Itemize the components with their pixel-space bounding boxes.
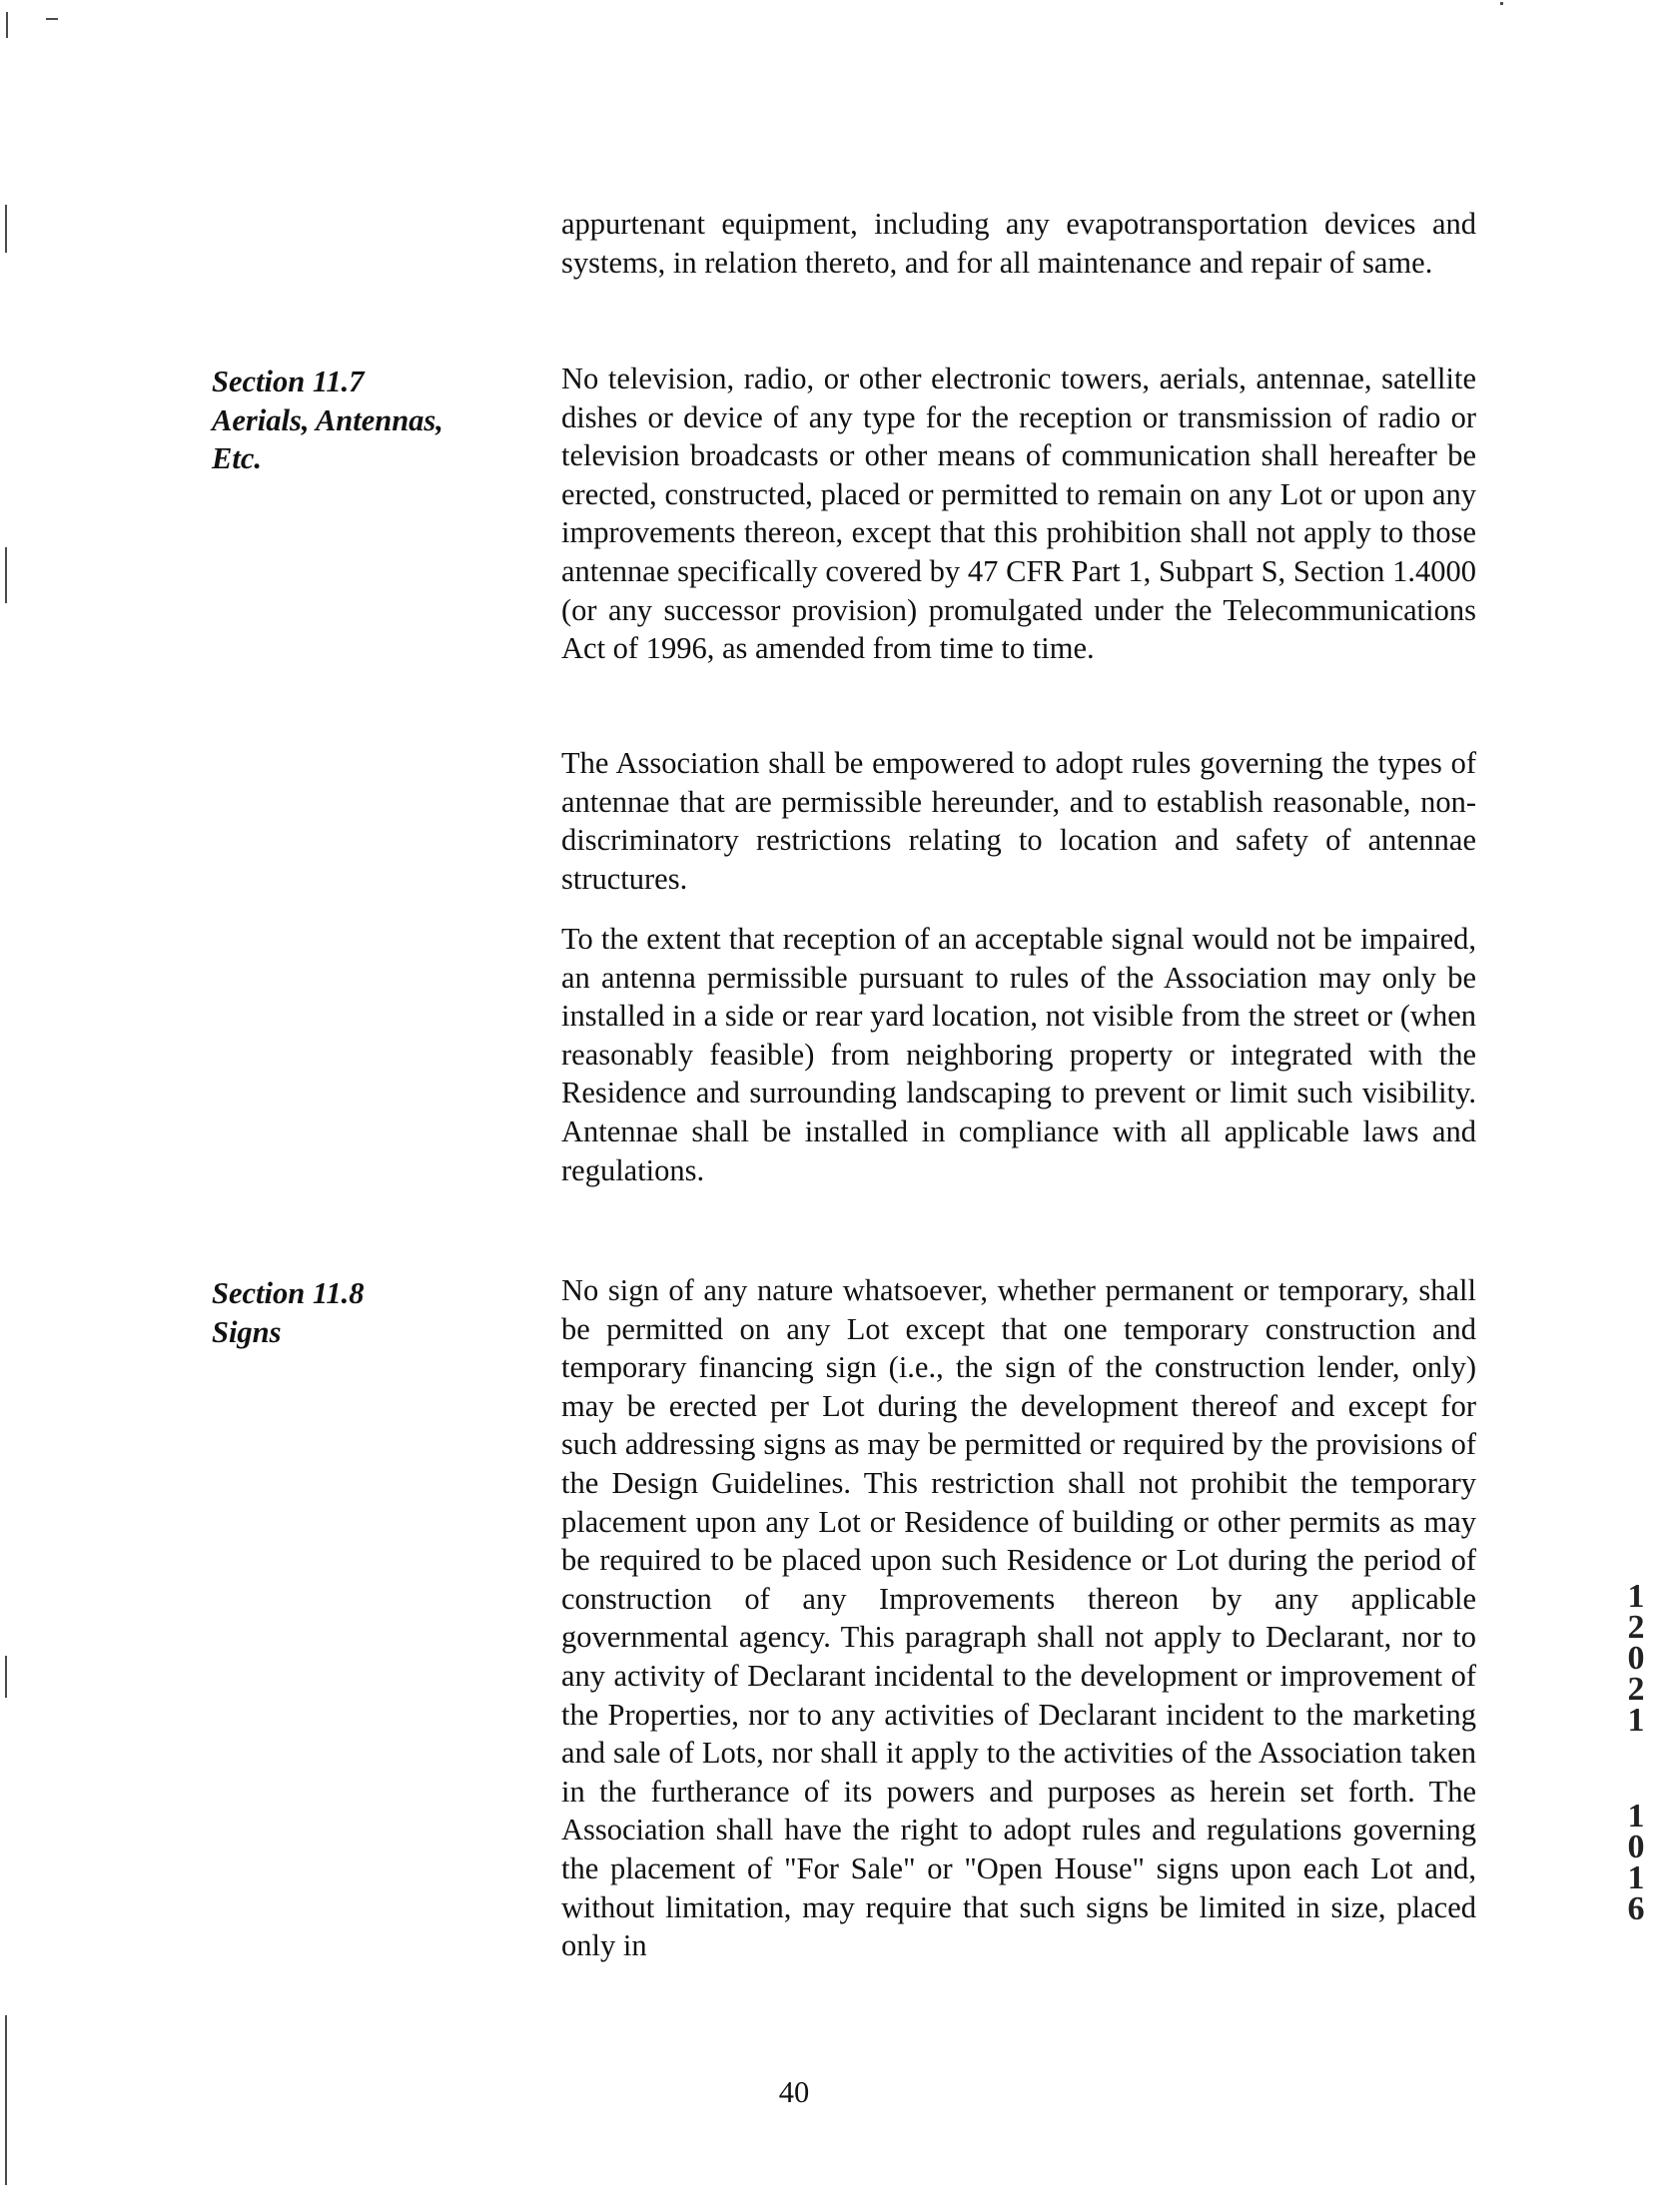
stamp-digit: 2 bbox=[1627, 1671, 1645, 1708]
section-title-line: Signs bbox=[212, 1314, 282, 1349]
section-title-line: Aerials, Antennas, bbox=[212, 402, 443, 437]
scan-artifact bbox=[5, 1656, 7, 1698]
continuation-text: appurtenant equipment, including any evapotransportation devices and systems, in relation thereto, and for all maintenance and repair of same. bbox=[561, 207, 1476, 280]
stamp-digit: 6 bbox=[1627, 1890, 1645, 1927]
scan-artifact bbox=[5, 547, 7, 603]
section-paragraph: No television, radio, or other electronic towers, aerials, antennae, satellite dishes or device of any type for the reception or transmission of radio or television broadcasts or other means of communication shall hereafter be erected, constructed, placed or permitted to remain on any Lot or upon any improvements thereon, except that this prohibition shall not apply to those antennae specifically covered by 47 CFR Part 1, Subpart S, Section 1.4000 (or any successor provision) promulgated under the Telecommunications Act of 1996, as amended from time to time. bbox=[561, 362, 1476, 666]
section-paragraph: No sign of any nature whatsoever, whether permanent or temporary, shall be permitted on any Lot except that one temporary construction and temporary financing sign (i.e., the sign of the construction lender, only) may be erected per Lot during the development thereof and except for such addressing signs as may be permitted or required by the provisions of the Design Guidelines. This restriction shall not prohibit the temporary placement upon any Lot or Residence of building or other permits as may be required to be placed upon such Residence or Lot during the period of construction of any Improvements thereon by any applicable governmental agency. This paragraph shall not apply to Declarant, nor to any activity of Declarant incidental to the development or improvement of the Properties, nor to any activities of Declarant incident to the marketing and sale of Lots, nor shall it apply to the activities of the Association taken in the furtherance of its powers and purposes as herein set forth. The Association shall have the right to adopt rules and regulations governing the placement of "For Sale" or "Open House" signs upon each Lot and, without limitation, may require that such signs be limited in size, placed only in bbox=[561, 1273, 1476, 1963]
section-11-8-paragraph-1 bbox=[561, 1271, 1476, 1965]
scan-artifact bbox=[5, 205, 7, 253]
section-11-7-paragraph-2 bbox=[561, 744, 1476, 898]
stamp-digit: 1 bbox=[1627, 1702, 1645, 1739]
stamp-digit: 1 bbox=[1627, 1578, 1645, 1615]
stamp-digit: 0 bbox=[1627, 1640, 1645, 1677]
section-11-8-heading bbox=[212, 1274, 511, 1351]
stamp-digit: 1 bbox=[1627, 1798, 1645, 1835]
recording-number-stamp-upper bbox=[1620, 1578, 1652, 1739]
scan-artifact bbox=[46, 18, 58, 20]
section-11-7-paragraph-3 bbox=[561, 920, 1476, 1189]
section-paragraph: To the extent that reception of an acceptable signal would not be impaired, an antenna permissible pursuant to rules of the Association may only be installed in a side or rear yard location, not visible from the street or (when reasonably feasible) from neighboring property or integrated with the Residence and surrounding landscaping to prevent or limit such visibility. Antennae shall be installed in compliance with all applicable laws and regulations. bbox=[561, 922, 1476, 1187]
stamp-digit: 0 bbox=[1627, 1829, 1645, 1865]
stamp-digit: 1 bbox=[1627, 1859, 1645, 1896]
recording-number-stamp-lower bbox=[1620, 1798, 1652, 1927]
section-11-7-heading bbox=[212, 363, 511, 478]
section-title-line: Etc. bbox=[212, 441, 262, 476]
page-number: 40 bbox=[778, 2075, 810, 2109]
stamp-digit: 2 bbox=[1627, 1609, 1645, 1646]
scan-artifact bbox=[1500, 2, 1503, 5]
continuation-paragraph bbox=[561, 205, 1476, 282]
scan-artifact bbox=[6, 12, 8, 38]
section-11-7-paragraph-1 bbox=[561, 360, 1476, 668]
section-number: Section 11.7 bbox=[212, 365, 365, 398]
section-number: Section 11.8 bbox=[212, 1276, 365, 1310]
section-paragraph: The Association shall be empowered to adopt rules governing the types of antennae that are permissible hereunder, and to establish reasonable, non-discriminatory restrictions relating to location and safety of antennae structures. bbox=[561, 746, 1476, 896]
